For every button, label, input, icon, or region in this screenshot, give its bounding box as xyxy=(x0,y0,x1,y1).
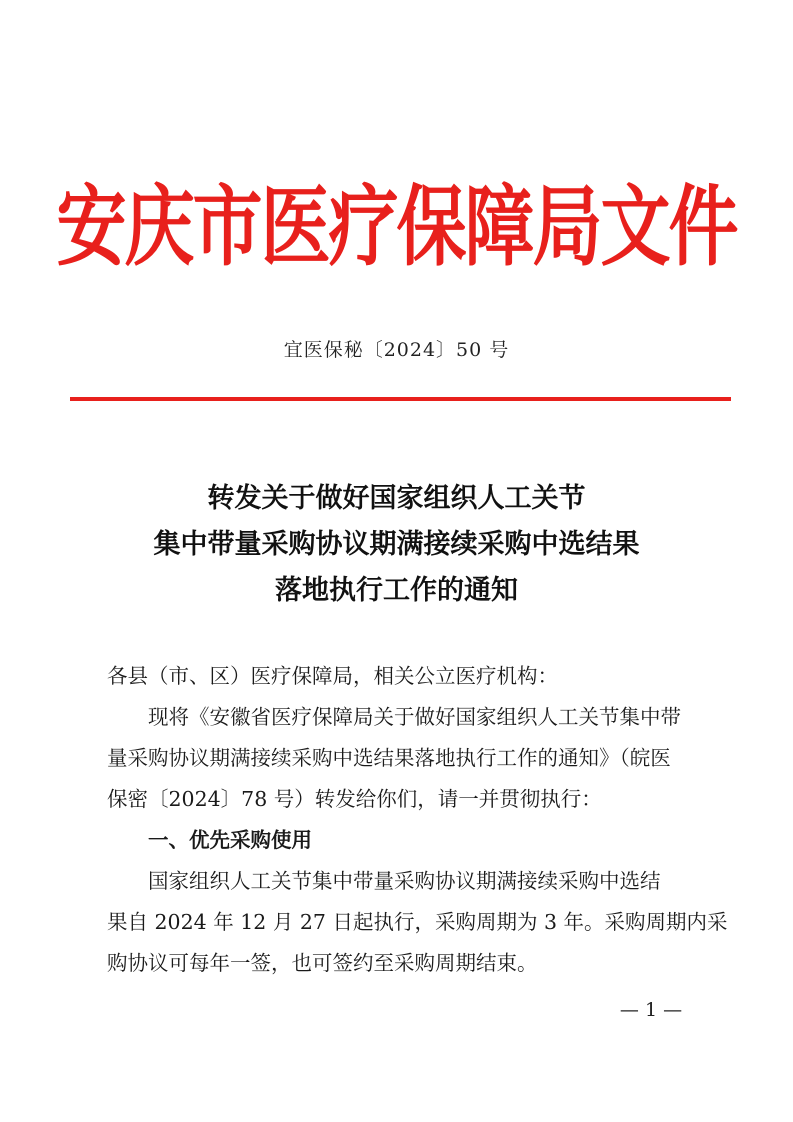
title-line: 落地执行工作的通知 xyxy=(275,575,518,606)
title-line: 集中带量采购协议期满接续采购中选结果 xyxy=(153,529,640,560)
title-line: 转发关于做好国家组织人工关节 xyxy=(207,483,586,514)
paragraph-line: 量采购协议期满接续采购中选结果落地执行工作的通知》（皖医 xyxy=(107,746,671,770)
paragraph-line: 保密〔2024〕78 号）转发给你们，请一并贯彻执行： xyxy=(107,787,602,811)
salutation: 各县（市、区）医疗保障局，相关公立医疗机构： xyxy=(107,664,558,688)
document-title xyxy=(0,476,793,614)
paragraph-line: 果自 2024 年 12 月 27 日起执行，采购周期为 3 年。采购周期内采 xyxy=(107,910,728,934)
paragraph-line: 国家组织人工关节集中带量采购协议期满接续采购中选结 xyxy=(148,869,661,893)
paragraph-line: 现将《安徽省医疗保障局关于做好国家组织人工关节集中带 xyxy=(148,705,681,729)
section-heading: 一、优先采购使用 xyxy=(148,828,312,852)
red-separator-rule xyxy=(70,397,731,401)
masthead-title: 安庆市医疗保障局文件 xyxy=(56,174,737,278)
paragraph-line: 购协议可每年一签，也可签约至采购周期结束。 xyxy=(107,951,538,975)
page-number: — 1 — xyxy=(619,999,683,1021)
document-number: 宜医保秘〔2024〕50 号 xyxy=(283,339,510,361)
document-body xyxy=(107,656,728,984)
